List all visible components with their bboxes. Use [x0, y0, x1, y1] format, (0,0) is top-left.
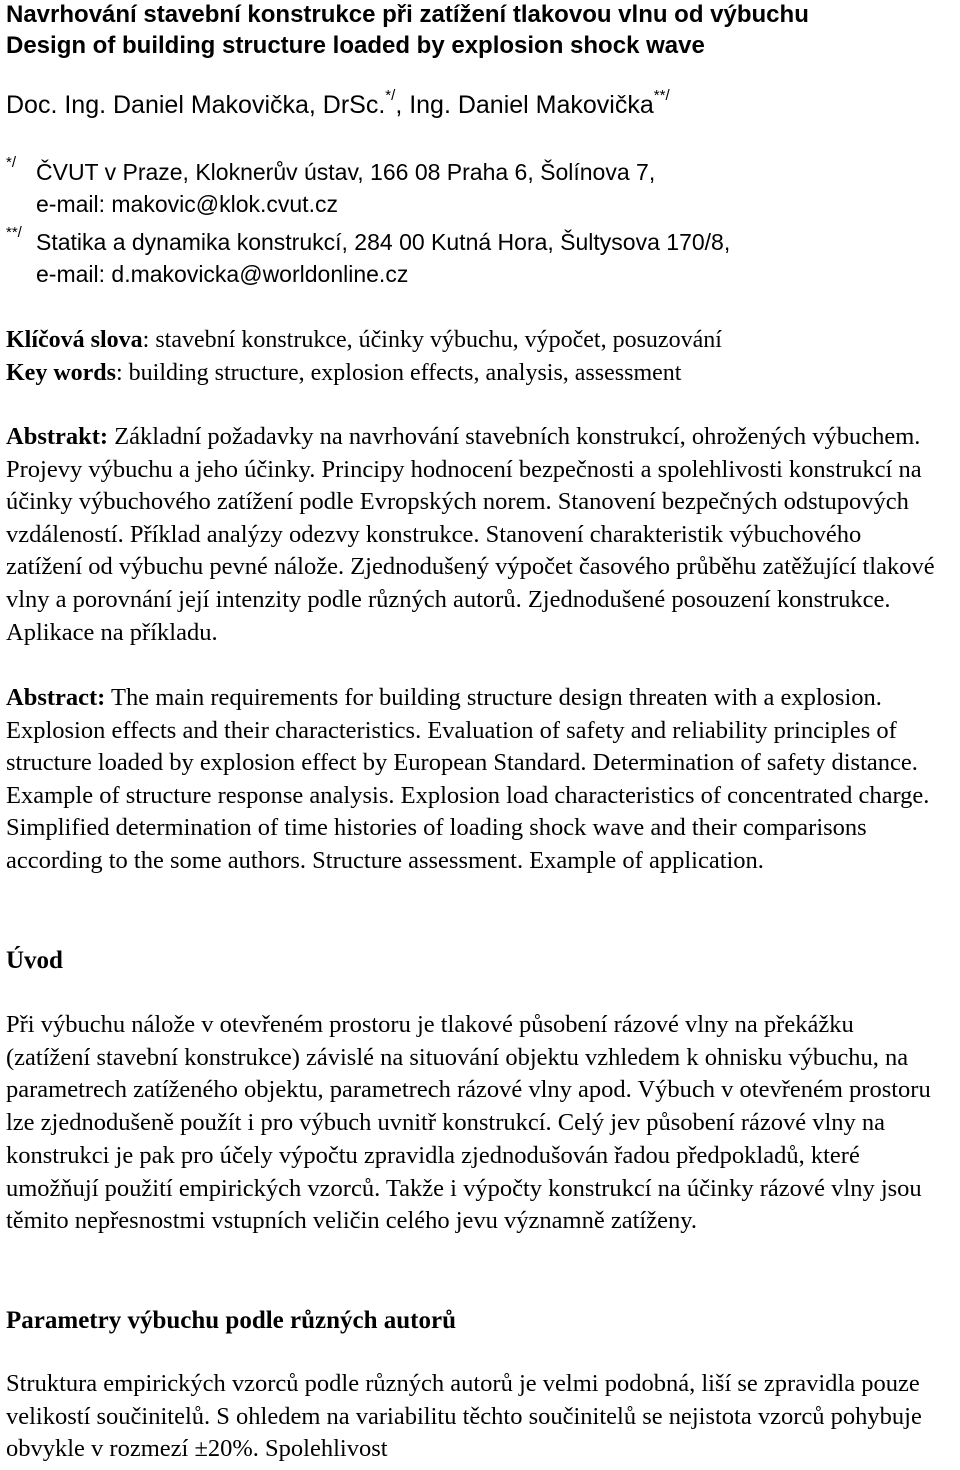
- keywords-english-label: Key words: [6, 360, 116, 386]
- keywords-english-text: : building structure, explosion effects, analysis, assessment: [116, 360, 682, 386]
- abstract-czech: [6, 421, 936, 649]
- section-heading-uvod: Úvod: [6, 947, 63, 974]
- title-czech: Navrhování stavební konstrukce při zatížení tlakovou vlnu od výbuchu: [6, 1, 809, 28]
- author-1: Doc. Ing. Daniel Makovička, DrSc.: [6, 91, 386, 119]
- section-uvod-paragraph: Při výbuchu nálože v otevřeném prostoru je tlakové působení rázové vlny na překážku (zatížení stavební konstrukce) závislé na situování objektu vzhledem k ohnisku výbuchu, na parametrech zatíženého objektu, parametrech rázové vlny apod. Výbuch v otevřeném prostoru lze zjednodušeně použít i pro výbuch uvnitř konstrukcí. Celý jev působení rázové vlny na konstrukci je pak pro účely výpočtu zpravidla zjednodušován řadou předpokladů, které umožňují použití empirických vzorců. Takže i výpočty konstrukcí na účinky rázové vlny jsou těmito nepřesnostmi vstupních veličin celého jevu významně zatíženy.: [6, 1011, 931, 1235]
- abstract-czech-label: Abstrakt:: [6, 423, 109, 450]
- affiliation-2-address: Statika a dynamika konstrukcí, 284 00 Kutná Hora, Šultysova 170/8,: [36, 229, 731, 255]
- abstract-english: [6, 682, 936, 878]
- section-heading-parametry: Parametry výbuchu podle různých autorů: [6, 1307, 456, 1334]
- author-1-mark: */: [385, 86, 396, 104]
- keywords-czech: [6, 324, 722, 357]
- abstract-czech-text: Základní požadavky na navrhování stavebních konstrukcí, ohrožených výbuchem. Projevy výbuchu a jeho účinky. Principy hodnocení bezpečnosti a spolehlivosti konstrukcí na účinky výbuchového zatížení podle Evropských norem. Stanovení bezpečných odstupových vzdáleností. Příklad analýzy odezvy konstrukce. Stanovení charakteristik výbuchového zatížení od výbuchu pevné nálože. Zjednodušený výpočet časového průběhu zatěžující tlakové vlny a porovnání její intenzity podle různých autorů. Zjednodušené posouzení konstrukce. Aplikace na příkladu.: [6, 423, 935, 646]
- authors-line: [6, 88, 670, 122]
- keywords-czech-label: Klíčová slova: [6, 327, 143, 353]
- keywords-czech-text: : stavební konstrukce, účinky výbuchu, výpočet, posuzování: [142, 327, 722, 353]
- author-2-mark: **/: [653, 86, 670, 104]
- affiliation-1-email: e-mail: makovic@klok.cvut.cz: [36, 191, 338, 217]
- author-2: , Ing. Daniel Makovička: [395, 91, 654, 119]
- title-english: Design of building structure loaded by explosion shock wave: [6, 32, 705, 59]
- abstract-english-text: The main requirements for building structure design threaten with a explosion. Explosion effects and their characteristics. Evaluation of safety and reliability principles of structure loaded by explosion effect by European Standard. Determination of safety distance. Example of structure response analysis. Explosion load characteristics of concentrated charge. Simplified determination of time histories of loading shock wave and their comparisons according to the some authors. Structure assessment. Example of application.: [6, 684, 930, 874]
- section-parametry-paragraph: Struktura empirických vzorců podle různých autorů je velmi podobná, liší se zpravidla pouze velikostí součinitelů. S ohledem na variabilitu těchto součinitelů se nejistota vzorců pohybuje obvykle v rozmezí ±20%. Spolehlivost: [6, 1370, 922, 1463]
- affiliation-2-email: e-mail: d.makovicka@worldonline.cz: [36, 261, 409, 287]
- affiliation-2-mark: **/: [6, 224, 22, 241]
- keywords-english: [6, 357, 681, 390]
- affiliation-1-mark: */: [6, 154, 17, 171]
- affiliation-1-address: ČVUT v Praze, Kloknerův ústav, 166 08 Praha 6, Šolínova 7,: [36, 159, 656, 185]
- abstract-english-label: Abstract:: [6, 684, 106, 711]
